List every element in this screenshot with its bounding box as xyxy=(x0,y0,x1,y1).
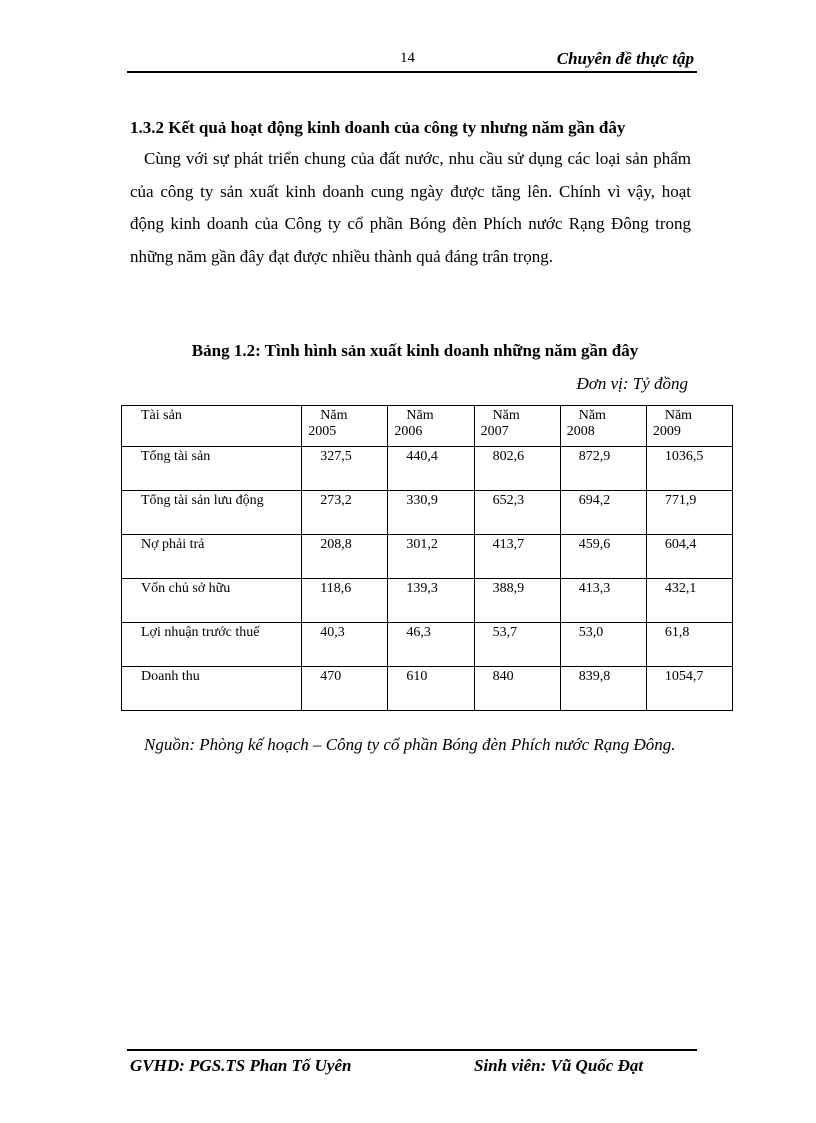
table-cell: 604,4 xyxy=(646,535,732,579)
table-cell: 771,9 xyxy=(646,491,732,535)
table-row xyxy=(122,535,733,579)
table-cell: 118,6 xyxy=(302,579,388,623)
table-cell: 413,7 xyxy=(474,535,560,579)
table-cell: 610 xyxy=(388,667,474,711)
year-value: 2006 xyxy=(394,424,423,439)
table-cell: 459,6 xyxy=(560,535,646,579)
header-cell-year xyxy=(474,406,560,447)
footer-student: Sinh viên: Vũ Quốc Đạt xyxy=(474,1056,644,1075)
table-cell: 432,1 xyxy=(646,579,732,623)
header-cell-year xyxy=(302,406,388,447)
row-label: Lợi nhuận trước thuế xyxy=(122,623,302,667)
page-number: 14 xyxy=(400,50,415,66)
table-cell: 61,8 xyxy=(646,623,732,667)
year-value: 2005 xyxy=(308,424,337,439)
table-cell: 694,2 xyxy=(560,491,646,535)
table-cell: 139,3 xyxy=(388,579,474,623)
table-cell: 1054,7 xyxy=(646,667,732,711)
table-cell: 53,7 xyxy=(474,623,560,667)
table-cell: 652,3 xyxy=(474,491,560,535)
unit-note: Đơn vị: Tỷ đồng xyxy=(576,374,688,393)
table-header-row xyxy=(122,406,733,447)
year-value: 2007 xyxy=(480,424,509,439)
table-cell: 413,3 xyxy=(560,579,646,623)
row-label: Tổng tài sản lưu động xyxy=(122,491,302,535)
row-label: Vốn chủ sở hữu xyxy=(122,579,302,623)
year-word: Năm xyxy=(578,408,606,423)
footer-rule xyxy=(127,1049,697,1051)
table-cell: 388,9 xyxy=(474,579,560,623)
table-cell: 301,2 xyxy=(388,535,474,579)
table-row xyxy=(122,491,733,535)
table-cell: 330,9 xyxy=(388,491,474,535)
table-cell: 53,0 xyxy=(560,623,646,667)
table-cell: 1036,5 xyxy=(646,447,732,491)
source-note: Nguồn: Phòng kế hoạch – Công ty cổ phần Bóng đèn Phích nước Rạng Đông. xyxy=(144,735,676,754)
section-heading: 1.3.2 Kết quả hoạt động kinh doanh của công ty nhưng năm gần đây xyxy=(130,118,626,137)
header-rule xyxy=(127,71,697,73)
table-row xyxy=(122,623,733,667)
row-label: Tổng tài sản xyxy=(122,447,302,491)
business-results-table xyxy=(121,405,733,711)
table-cell: 470 xyxy=(302,667,388,711)
year-word: Năm xyxy=(492,408,520,423)
year-word: Năm xyxy=(320,408,348,423)
table-row xyxy=(122,579,733,623)
table-cell: 872,9 xyxy=(560,447,646,491)
footer-supervisor: GVHD: PGS.TS Phan Tố Uyên xyxy=(130,1056,352,1075)
year-value: 2008 xyxy=(566,424,595,439)
year-word: Năm xyxy=(406,408,434,423)
body-paragraph: Cùng với sự phát triển chung của đất nước, nhu cầu sử dụng các loại sản phẩm của công ty sản xuất kinh doanh cung ngày được tăng lên. Chính vì vậy, hoạt động kinh doanh của Công ty cổ phần Bóng đèn Phích nước Rạng Đông trong những năm gần đây đạt được nhiều thành quả đáng trân trọng. xyxy=(130,149,691,266)
table-cell: 273,2 xyxy=(302,491,388,535)
header-cell-year xyxy=(646,406,732,447)
table-cell: 40,3 xyxy=(302,623,388,667)
header-title: Chuyên đề thực tập xyxy=(556,49,694,68)
year-value: 2009 xyxy=(652,424,681,439)
table-cell: 46,3 xyxy=(388,623,474,667)
row-label: Doanh thu xyxy=(122,667,302,711)
table-cell: 208,8 xyxy=(302,535,388,579)
table-cell: 802,6 xyxy=(474,447,560,491)
table-cell: 440,4 xyxy=(388,447,474,491)
table-cell: 327,5 xyxy=(302,447,388,491)
header-cell-year xyxy=(388,406,474,447)
table-title: Bảng 1.2: Tình hình sản xuất kinh doanh những năm gần đây xyxy=(191,341,639,360)
row-label: Nợ phải trả xyxy=(122,535,302,579)
table-cell: 840 xyxy=(474,667,560,711)
table-row xyxy=(122,447,733,491)
table-row xyxy=(122,667,733,711)
header-cell-year xyxy=(560,406,646,447)
year-word: Năm xyxy=(664,408,693,423)
table-cell: 839,8 xyxy=(560,667,646,711)
header-cell-label: Tài sản xyxy=(122,406,302,447)
